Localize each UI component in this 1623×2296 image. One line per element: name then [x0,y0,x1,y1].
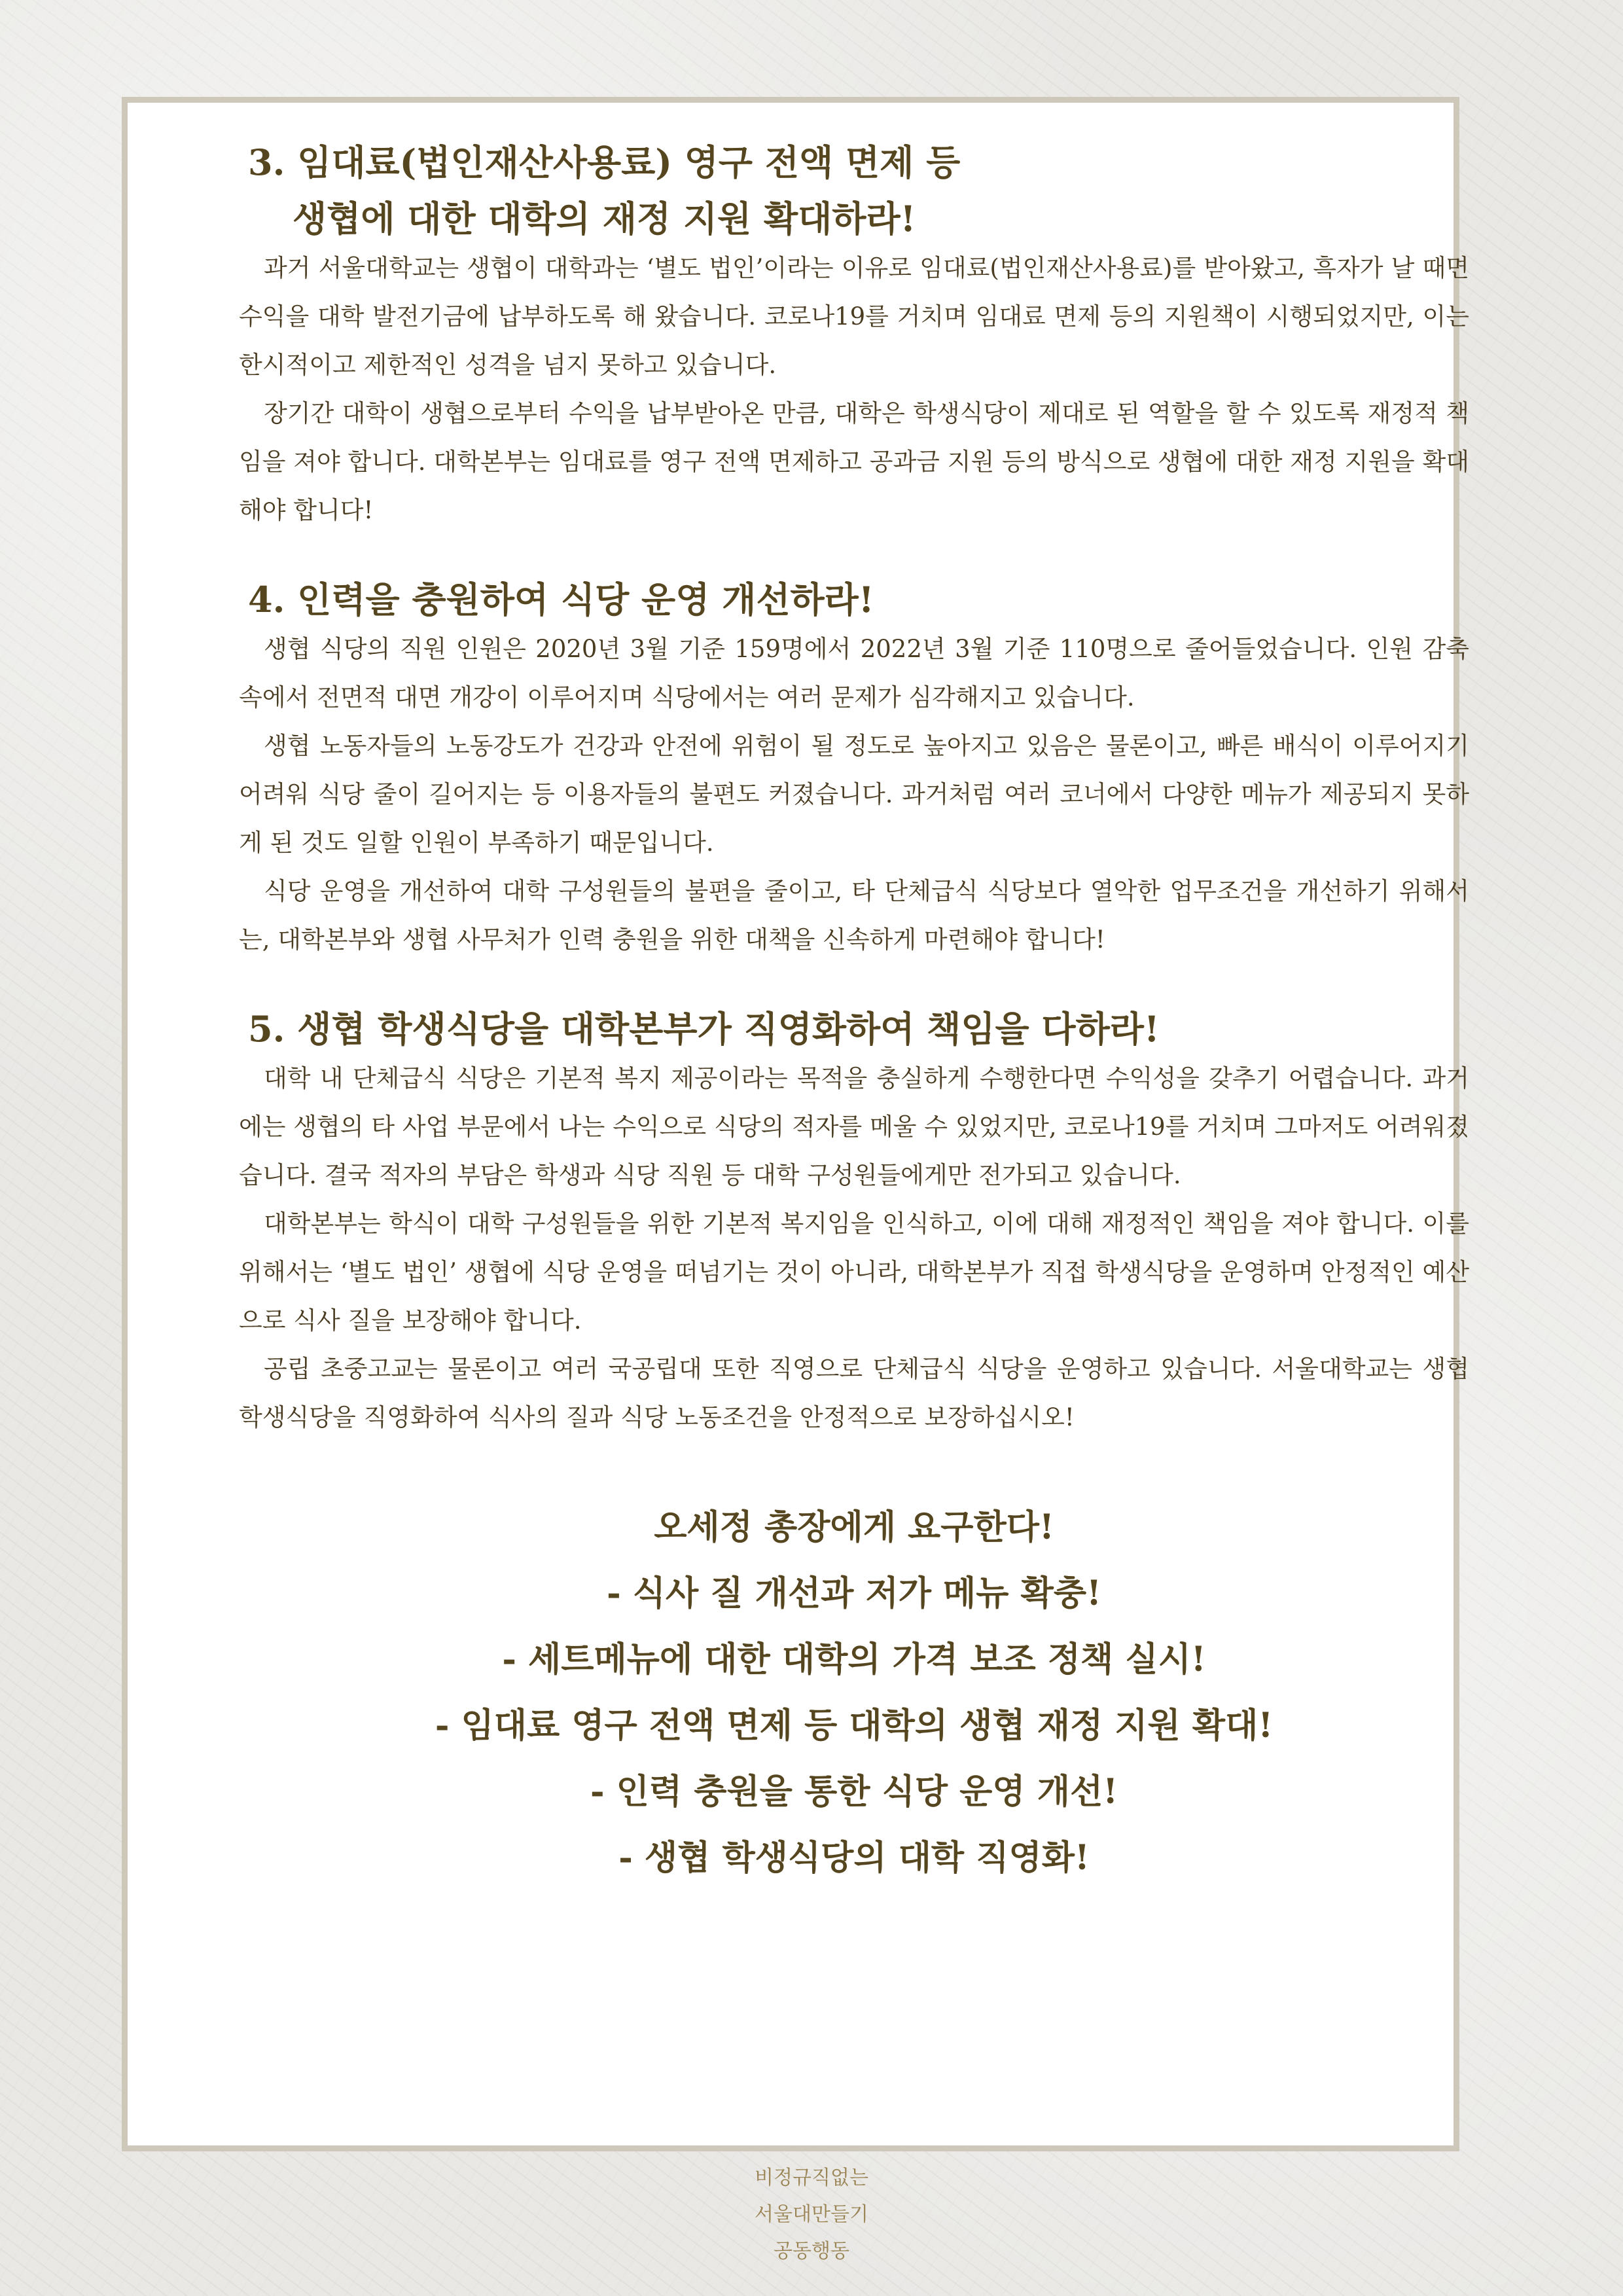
section-title: 4. 인력을 충원하여 식당 운영 개선하라! [248,579,874,620]
footer-line: 서울대만들기 [755,2203,868,2226]
footer-line: 공동행동 [774,2240,849,2263]
demand-item: - 임대료 영구 전액 면제 등 대학의 생협 재정 지원 확대! [435,1706,1274,1746]
paragraph: 과거 서울대학교는 생협이 대학과는 ‘별도 법인’이라는 이유로 임대료(법인재산사용료)를 받아왔고, 흑자가 날 때면 수익을 대학 발전기금에 납부하도록 해 왔습니다. 코로나19를 거치며 임대료 면제 등의 지원책이 시행되었지만, 이는 한시적이고 제한적인 성격을 넘지 못하고 있습니다. [239,254,1469,379]
section-subtitle: 생협에 대한 대학의 재정 지원 확대하라! [293,198,916,240]
document-content [239,137,1469,1891]
footer-line: 비정규직없는 [755,2166,868,2189]
demand-item: - 생협 학생식당의 대학 직영화! [618,1838,1090,1878]
demand-item: - 세트메뉴에 대한 대학의 가격 보조 정책 실시! [502,1640,1206,1679]
section-4 [239,574,1469,964]
paragraph: 장기간 대학이 생협으로부터 수익을 납부받아온 만큼, 대학은 학생식당이 제대로 된 역할을 할 수 있도록 재정적 책임을 져야 합니다. 대학본부는 임대료를 영구 전액 면제하고 공과금 지원 등의 방식으로 생협에 대한 재정 지원을 확대해야 합니다! [239,399,1469,524]
demand-item: - 인력 충원을 통한 식당 운영 개선! [590,1772,1118,1812]
paragraph: 식당 운영을 개선하여 대학 구성원들의 불편을 줄이고, 타 단체급식 식당보다 열악한 업무조건을 개선하기 위해서는, 대학본부와 생협 사무처가 인력 충원을 위한 대책을 신속하게 마련해야 합니다! [239,877,1469,954]
section-title: 5. 생협 학생식당을 대학본부가 직영화하여 책임을 다하라! [248,1008,1160,1050]
paragraph: 생협 노동자들의 노동강도가 건강과 안전에 위험이 될 정도로 높아지고 있음은 물론이고, 빠른 배식이 이루어지기 어려워 식당 줄이 길어지는 등 이용자들의 불편도 커졌습니다. 과거처럼 여러 코너에서 다양한 메뉴가 제공되지 못하게 된 것도 일할 인원이 부족하기 때문입니다. [239,732,1469,857]
paragraph: 생협 식당의 직원 인원은 2020년 3월 기준 159명에서 2022년 3월 기준 110명으로 줄어들었습니다. 인원 감축 속에서 전면적 대면 개강이 이루어지며 식당에서는 여러 문제가 심각해지고 있습니다. [239,635,1469,711]
paragraph: 대학본부는 학식이 대학 구성원들을 위한 기본적 복지임을 인식하고, 이에 대해 재정적인 책임을 져야 합니다. 이를 위해서는 ‘별도 법인’ 생협에 식당 운영을 떠넘기는 것이 아니라, 대학본부가 직접 학생식당을 운영하며 안정적인 예산으로 식사 질을 보장해야 합니다. [239,1210,1469,1335]
section-5 [239,1003,1469,1442]
section-3 [239,137,1469,535]
document-frame [122,97,1469,2151]
demands-list [239,1494,1469,1891]
paragraph: 대학 내 단체급식 식당은 기본적 복지 제공이라는 목적을 충실하게 수행한다면 수익성을 갖추기 어렵습니다. 과거에는 생협의 타 사업 부문에서 나는 수익으로 식당의 적자를 메울 수 있었지만, 코로나19를 거치며 그마저도 어려워졌습니다. 결국 적자의 부담은 학생과 식당 직원 등 대학 구성원들에게만 전가되고 있습니다. [239,1064,1469,1189]
demand-item: - 식사 질 개선과 저가 메뉴 확충! [607,1573,1101,1613]
demands-heading: 오세정 총장에게 요구한다! [654,1507,1054,1547]
footer-signature [0,2160,1623,2270]
paragraph: 공립 초중고교는 물론이고 여러 국공립대 또한 직영으로 단체급식 식당을 운영하고 있습니다. 서울대학교는 생협 학생식당을 직영화하여 식사의 질과 식당 노동조건을 안정적으로 보장하십시오! [239,1355,1469,1431]
section-title: 3. 임대료(법인재산사용료) 영구 전액 면제 등 [248,141,961,183]
